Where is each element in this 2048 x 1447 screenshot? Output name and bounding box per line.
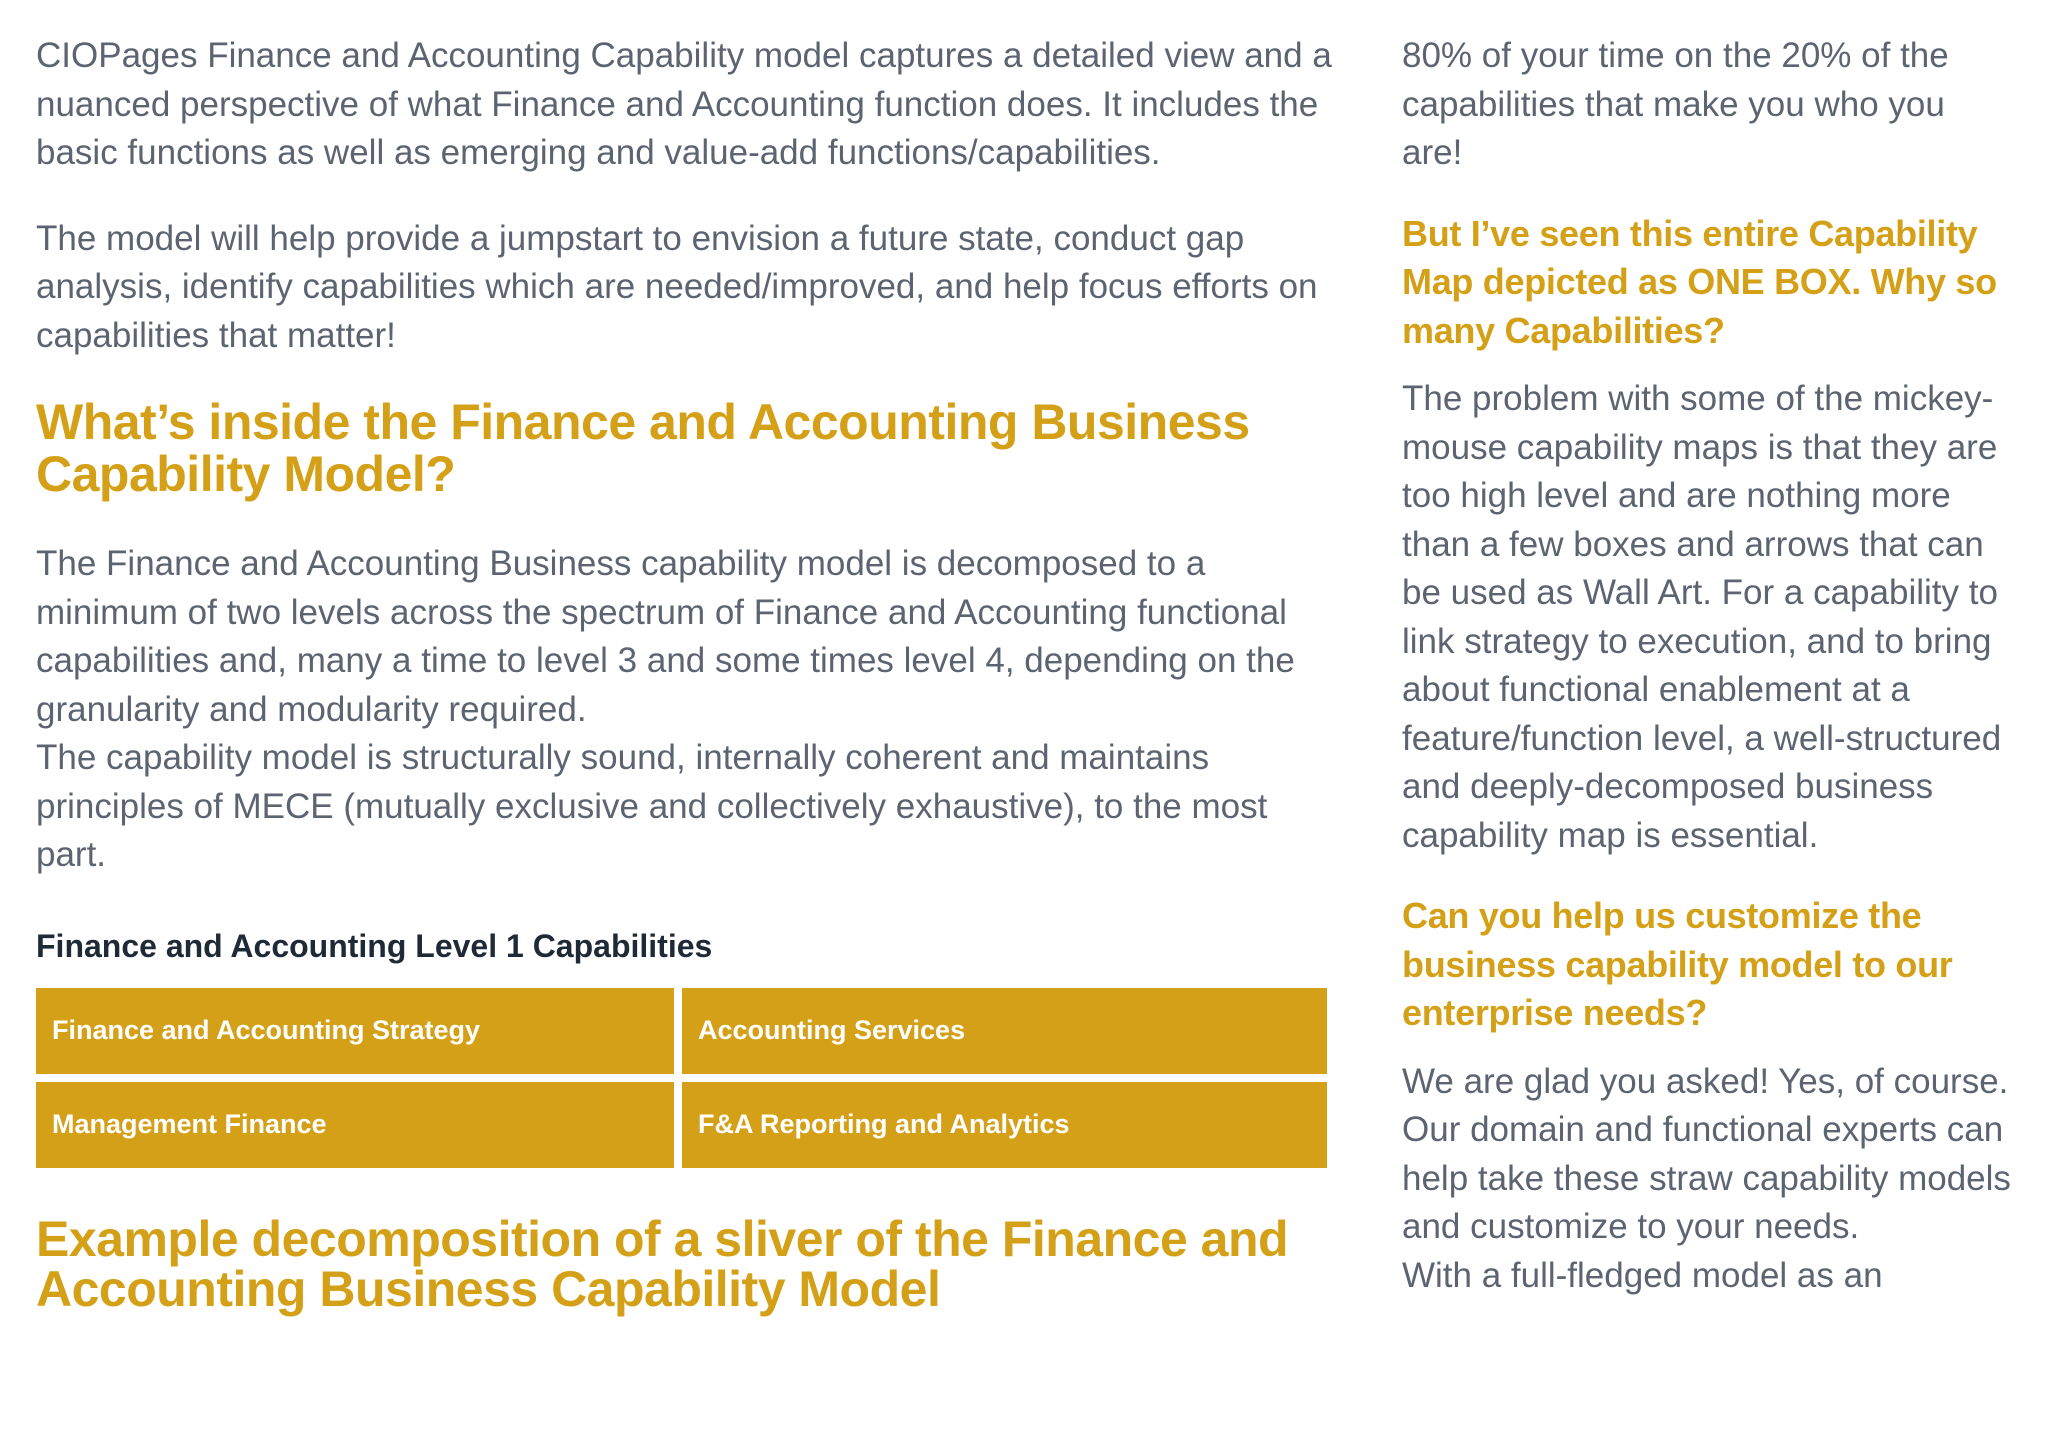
intro-paragraph-1: CIOPages Finance and Accounting Capability model captures a detailed view and a nuanced perspective of what Finance and Accounting function does. It includes the basic functions as well as emerging and value-add functions/capabilities.	[36, 36, 1332, 172]
example-heading: Example decomposition of a sliver of the Finance and Accounting Business Capability Model	[36, 1210, 1289, 1317]
intro-paragraph-2: The model will help provide a jumpstart to envision a future state, conduct gap analysis, identify capabilities which are needed/improved, and help focus efforts on capabilities that matter!	[36, 218, 1318, 355]
level1-capability-grid	[36, 988, 1327, 1168]
capability-tile: F&A Reporting and Analytics	[682, 1082, 1327, 1168]
level1-heading: Finance and Accounting Level 1 Capabilities	[36, 927, 713, 964]
faq-question-1: But I’ve seen this entire Capability Map depicted as ONE BOX. Why so many Capabilities?	[1402, 212, 1997, 351]
capability-tile: Finance and Accounting Strategy	[36, 988, 674, 1074]
main-column	[36, 32, 1336, 1317]
faq-answer-2: We are glad you asked! Yes, of course. Our domain and functional experts can help take these straw capability models and customize to your needs.	[1402, 1061, 2011, 1246]
faq-answer-2-continued: With a full-fledged model as an	[1402, 1255, 1883, 1295]
faq-answer-1: The problem with some of the mickey-mouse capability maps is that they are too high level and are nothing more than a few boxes and arrows that can be used as Wall Art. For a capability to link strategy to execution, and to bring about functional enablement at a feature/function level, a well-structured and deeply-decomposed business capability map is essential.	[1402, 379, 2002, 855]
faq-question-2: Can you help us customize the business capability model to our enterprise needs?	[1402, 895, 1953, 1033]
capability-tile: Management Finance	[36, 1082, 674, 1168]
inside-paragraph-2: The capability model is structurally sound, internally coherent and maintains principles of MECE (mutually exclusive and collectively exhaustive), to the most part.	[36, 738, 1268, 874]
inside-paragraph-1: The Finance and Accounting Business capability model is decomposed to a minimum of two levels across the spectrum of Finance and Accounting functional capabilities and, many a time to level 3 and some times level 4, depending on the granularity and modularity required.	[36, 544, 1295, 729]
side-column	[1402, 32, 2012, 1300]
capability-tile: Accounting Services	[682, 988, 1327, 1074]
inside-heading: What’s inside the Finance and Accounting Business Capability Model?	[36, 394, 1250, 502]
side-paragraph-top: 80% of your time on the 20% of the capabilities that make you who you are!	[1402, 36, 1949, 172]
